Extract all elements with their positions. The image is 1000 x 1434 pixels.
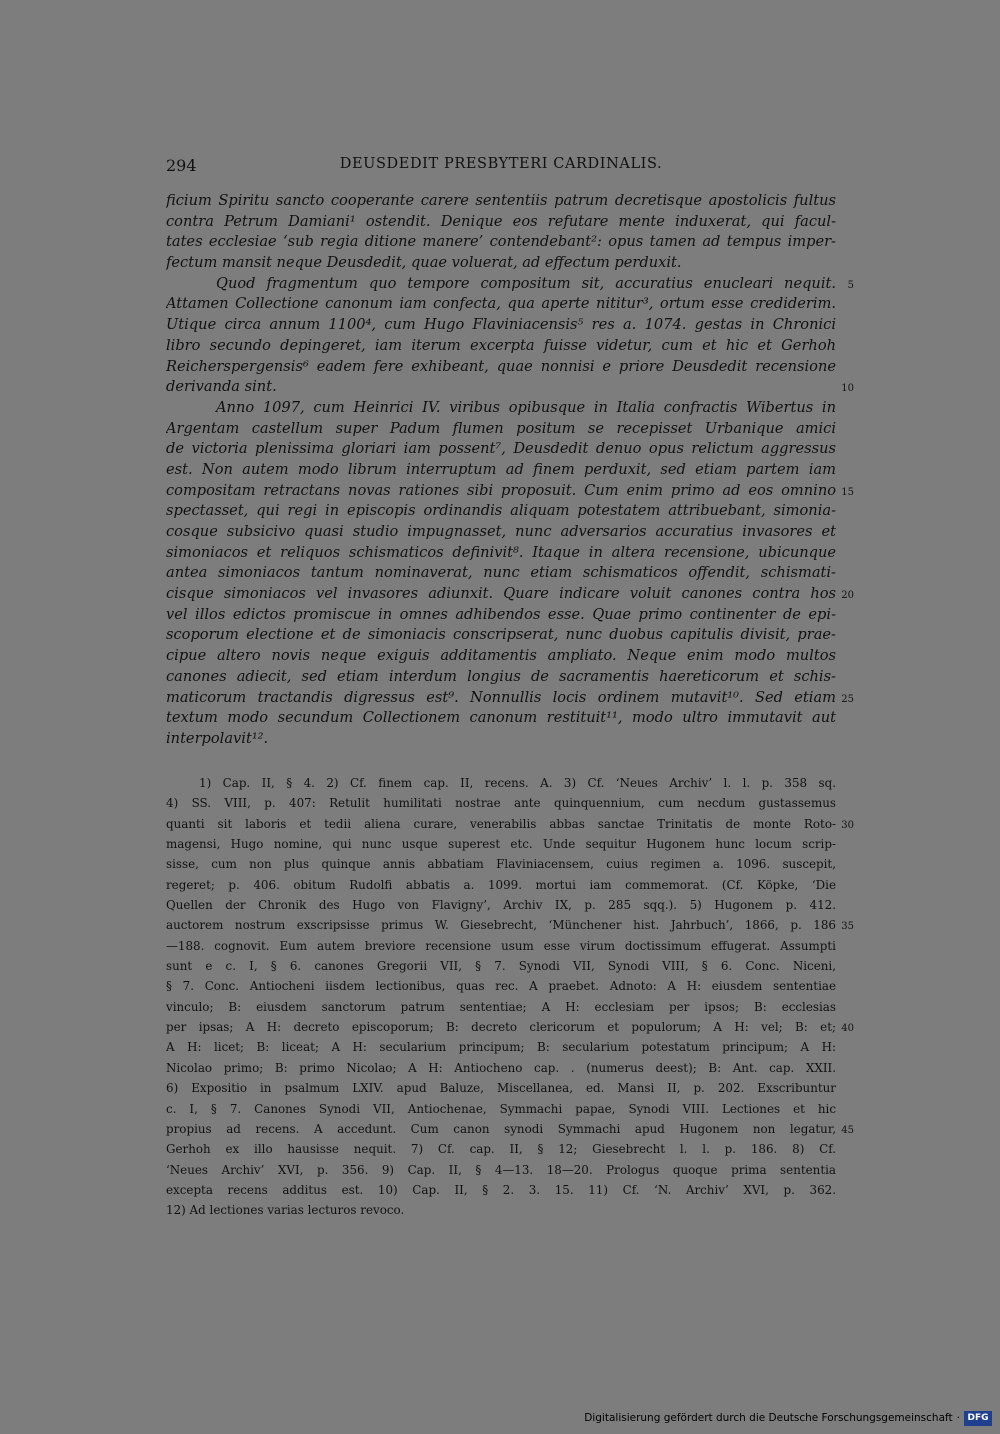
footnote-line-wrap [166,793,836,813]
text-line: Anno 1097, cum Heinrici IV. viribus opibusque in Italia confractis Wibertus in [216,398,836,416]
footnote-line: § 7. Conc. Antiocheni iisdem lectionibus, quas rec. A praebet. Adnoto: A H: eiusdem sententiae [166,979,836,994]
text-line-wrap [166,357,836,378]
digitization-credit: Digitalisierung gefördert durch die Deutsche Forschungsgemeinschaft · DFG [584,1408,992,1428]
footnote-line-wrap [166,1017,854,1037]
footnote-line: Gerhoh ex illo hausisse nequit. 7) Cf. cap. II, § 12; Giesebrecht l. l. p. 186. 8) Cf. [166,1142,836,1157]
footnote-line-wrap [166,1099,836,1119]
line-number-marker: 25 [841,693,854,705]
footnote-line-wrap [166,814,854,834]
footnote-line-wrap [166,997,836,1017]
text-line: Argentam castellum super Padum flumen positum se recepisset Urbanique amici [166,419,836,437]
text-line-wrap [166,336,836,357]
text-line: maticorum tractandis digressus est⁹. Nonnullis locis ordinem mutavit¹⁰. Sed etiam [166,688,836,706]
text-line-wrap [166,522,836,543]
line-number-marker: 45 [841,1124,854,1136]
text-line-wrap [166,398,836,419]
footnote-line: vinculo; B: eiusdem sanctorum patrum sententiae; A H: ecclesiam per ipsos; B: ecclesias [166,999,836,1014]
text-line-wrap [166,688,854,709]
text-line-wrap [166,667,836,688]
text-line: Attamen Collectione canonum iam confecta, qua aperte nititur³, ortum esse crediderim. [166,295,836,313]
text-line: Quod fragmentum quo tempore compositum sit, accuratius enucleari nequit. [216,274,836,292]
text-line-wrap [166,212,836,233]
text-line: compositam retractans novas rationes sibi proposuit. Cum enim primo ad eos omnino [166,481,836,499]
digitization-note: Digitalisierung gefördert durch die Deutsche Forschungsgemeinschaft [584,1412,953,1424]
text-line-wrap [166,315,836,336]
text-line-wrap [166,543,836,564]
footnote-line: —188. cognovit. Eum autem breviore recensione usum esse virum doctissimum effugerat. Assumpti [166,938,836,953]
running-head: DEUSDEDIT PRESBYTERI CARDINALIS. [339,156,663,172]
footnote-line-wrap [166,773,836,793]
text-line-wrap [166,232,836,253]
text-line: libro secundo depingeret, iam iterum excerpta fuisse videtur, cum et hic et Gerhoh [166,336,836,354]
text-line-wrap [166,584,854,605]
text-line-wrap [166,625,836,646]
text-line: tates ecclesiae ‘sub regia ditione manere’ contendebant²: opus tamen ad tempus imper- [166,233,836,251]
footnote-line: c. I, § 7. Canones Synodi VII, Antiochenae, Symmachi papae, Synodi VIII. Lectiones et hic [166,1101,836,1116]
footnote-line-wrap [166,1058,836,1078]
footnote-line-wrap [166,936,836,956]
text-line: contra Petrum Damiani¹ ostendit. Denique eos refutare mente induxerat, qui facul- [166,212,836,230]
footnote-line: per ipsas; A H: decreto episcoporum; B: decreto clericorum et populorum; A H: vel; B: et; [166,1020,836,1035]
text-line-wrap [166,460,836,481]
main-text [166,191,854,750]
footnote-line-wrap [166,956,836,976]
footnote-line-wrap [166,1200,836,1220]
footnote-line: sunt e c. I, § 6. canones Gregorii VII, § 7. Synodi VII, Synodi VIII, § 6. Conc. Niceni, [166,959,836,974]
footnotes [166,773,854,1221]
footnote-line-wrap [166,1078,836,1098]
text-line: cisque simoniacos vel invasores adiunxit. Quare indicare voluit canones contra hos [166,585,836,603]
dfg-logo: DFG [964,1411,992,1426]
text-line-wrap [166,646,836,667]
text-line: Reicherspergensis⁶ eadem fere exhibeant, quae nonnisi e priore Deusdedit recensione [166,357,836,375]
footnote-line-wrap [166,1037,836,1057]
text-line-wrap [166,274,854,295]
text-line-wrap [166,377,854,398]
text-line: canones adiecit, sed etiam interdum longius de sacramentis haereticorum et schis- [166,667,836,685]
text-line-wrap [166,563,836,584]
line-number-marker: 5 [847,279,854,291]
footnote-line-wrap [166,1139,836,1159]
text-line: cosque subsicivo quasi studio impugnasset, nunc adversarios accuratius invasores et [166,523,836,540]
footnote-line: 4) SS. VIII, p. 407: Retulit humilitati nostrae ante quinquennium, cum necdum gustassemus [166,796,836,811]
line-number-marker: 35 [841,921,854,933]
footnote-line-wrap [166,1160,836,1180]
footnote-line: Quellen der Chronik des Hugo von Flavigny’, Archiv IX, p. 285 sqq.). 5) Hugonem p. 412. [166,898,836,913]
text-line-wrap [166,481,854,502]
text-line-wrap [166,708,836,729]
footnote-line: propius ad recens. A accedunt. Cum canon synodi Symmachi apud Hugonem non legatur, [166,1121,836,1136]
line-number-marker: 40 [841,1023,854,1035]
text-line: simoniacos et reliquos schismaticos definivit⁸. Itaque in altera recensione, ubicunque [166,543,836,561]
footnote-line: A H: licet; B: liceat; A H: secularium principum; B: secularium potestatum principum; A H: [166,1040,836,1055]
footnote-line: quanti sit laboris et tedii aliena curare, venerabilis abbas sanctae Trinitatis de monte Roto- [166,816,836,831]
line-number-marker: 10 [841,383,854,395]
text-line: fectum mansit neque Deusdedit, quae voluerat, ad effectum perduxit. [166,254,682,272]
text-line: antea simoniacos tantum nominaverat, nunc etiam schismaticos offendit, schismati- [166,564,836,582]
footnote-line: ‘Neues Archiv’ XVI, p. 356. 9) Cap. II, § 4—13. 18—20. Prologus quoque prima sententia [166,1162,836,1177]
text-line: textum modo secundum Collectionem canonum restituit¹¹, modo ultro immutavit aut [166,709,836,727]
text-line-wrap [166,501,836,522]
footnote-line: Nicolao primo; B: primo Nicolao; A H: Antiocheno cap. . (numerus deest); B: Ant. cap. XXII. [166,1060,836,1075]
footnote-line: auctorem nostrum exscripsisse primus W. Giesebrecht, ‘Münchener hist. Jahrbuch’, 1866, p. 186 [166,918,836,933]
footnote-line: regeret; p. 406. obitum Rudolfi abbatis a. 1099. mortui iam commemorat. (Cf. Köpke, ‘Die [166,877,836,892]
line-number-marker: 20 [841,590,854,602]
footnote-line-wrap [166,895,836,915]
footnote-line-wrap [166,834,836,854]
text-line: est. Non autem modo librum interruptum ad finem perduxit, sed etiam partem iam [166,460,836,478]
text-line-wrap [166,419,836,440]
footnote-line: 6) Expositio in psalmum LXIV. apud Baluze, Miscellanea, ed. Mansi II, p. 202. Exscribuntur [166,1081,836,1096]
text-line: interpolavit¹². [166,729,269,747]
footnote-line: excepta recens additus est. 10) Cap. II, § 2. 3. 15. 11) Cf. ‘N. Archiv’ XVI, p. 362. [166,1182,836,1197]
footnote-line-wrap [166,854,836,874]
text-line: de victoria plenissima gloriari iam possent⁷, Deusdedit denuo opus relictum aggressus [166,440,836,458]
text-line: Utique circa annum 1100⁴, cum Hugo Flaviniacensis⁵ res a. 1074. gestas in Chronici [166,316,836,334]
footnote-line: magensi, Hugo nomine, qui nunc usque superest etc. Unde sequitur Hugonem hunc locum scrip- [166,837,836,852]
footnote-line-wrap [166,1119,854,1139]
text-line-wrap [166,605,836,626]
footnote-line: 12) Ad lectiones varias lecturos revoco. [166,1203,405,1218]
page-header [166,156,836,176]
footnote-line-wrap [166,875,836,895]
footnote-line-wrap [166,976,836,996]
text-line: scoporum electione et de simoniacis conscripserat, nunc duobus capitulis divisit, prae- [166,626,836,644]
footnote-line-wrap [166,1180,836,1200]
text-line: spectasset, qui regi in episcopis ordinandis aliquam potestatem attribuebant, simonia- [166,502,836,520]
text-line: ficium Spiritu sancto cooperante carere sententiis patrum decretisque apostolicis fultus [166,192,836,209]
line-number-marker: 15 [841,486,854,498]
page-number: 294 [166,156,197,175]
footnote-line: 1) Cap. II, § 4. 2) Cf. finem cap. II, recens. A. 3) Cf. ‘Neues Archiv’ l. l. p. 358 sq. [199,776,836,790]
text-line-wrap [166,191,836,212]
text-line: vel illos edictos promiscue in omnes adhibendos esse. Quae primo continenter de epi- [166,605,836,623]
text-line: derivanda sint. [166,378,277,396]
line-number-marker: 30 [841,819,854,831]
text-line-wrap [166,439,836,460]
text-line-wrap [166,253,836,274]
footnote-line-wrap [166,915,854,935]
footnote-line: sisse, cum non plus quinque annis abbatiam Flaviniacensem, cuius regimen a. 1096. suscepit, [166,857,836,872]
text-line: cipue altero novis neque exiguis additamentis ampliato. Neque enim modo multos [166,647,836,665]
text-line-wrap [166,294,836,315]
text-line-wrap [166,729,836,750]
